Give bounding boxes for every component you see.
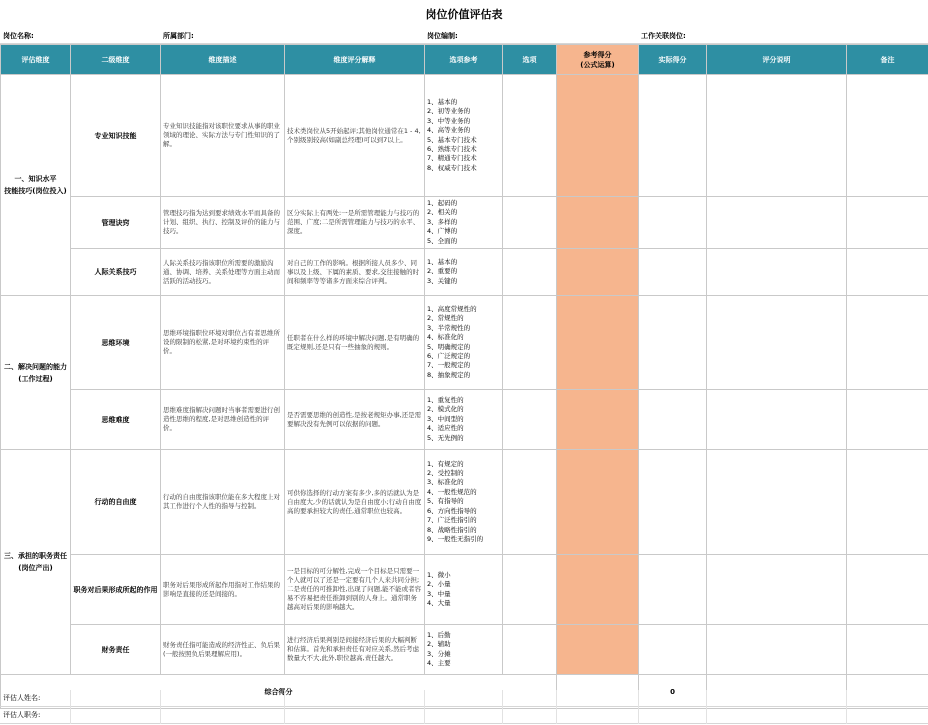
- option-ref-item: 2、模式化的: [427, 405, 464, 414]
- options-ref-cell: [425, 390, 503, 450]
- footer-evaluator-title: [0, 707, 928, 724]
- ref-score-cell: [557, 555, 639, 625]
- score-explanation-cell: 技术类岗位从5开始起评;其他岗位通常在1 - 4, 个别级别较高(如副总经理)可以到7以上。: [285, 75, 425, 197]
- table-row: [1, 249, 928, 296]
- option-ref-item: 6、熟练专门技术: [427, 144, 477, 153]
- option-ref-item: 7、精通专门技术: [427, 154, 477, 163]
- header-row: [1, 45, 928, 75]
- ref-score-cell: [557, 625, 639, 675]
- score-note-cell[interactable]: [707, 75, 847, 197]
- ref-score-cell: [557, 75, 639, 197]
- option-ref-item: 2、初等业务的: [427, 107, 471, 116]
- score-note-cell[interactable]: [707, 390, 847, 450]
- header-explain: 维度评分解释: [285, 45, 425, 75]
- option-ref-item: 8、战略性指引的: [427, 525, 477, 534]
- description-cell: 专业知识技能指对该职位要求从事的职业领域的理论、实际方法与专门性知识的了解。: [161, 75, 285, 197]
- remark-cell[interactable]: [847, 197, 928, 249]
- header-score-note: 评分说明: [707, 45, 847, 75]
- option-ref-item: 1、基本的: [427, 257, 458, 266]
- table-row: [1, 390, 928, 450]
- option-ref-item: 4、一般性规范的: [427, 487, 477, 496]
- position-name-cell[interactable]: 岗位名称:: [0, 28, 160, 44]
- actual-score-cell[interactable]: [639, 555, 707, 625]
- score-note-cell[interactable]: [707, 450, 847, 555]
- dim2-cell: 思维环境: [71, 296, 161, 390]
- info-row: [0, 28, 928, 44]
- option-cell[interactable]: [503, 390, 557, 450]
- remark-cell[interactable]: [847, 75, 928, 197]
- score-explanation-cell: 对自己的工作的影响。根据所接人员多少、同事以及上级、下属的素质、要求,交往接触的时间和频率等等诸多方面来综合评判。: [285, 249, 425, 296]
- actual-score-cell[interactable]: [639, 450, 707, 555]
- option-ref-item: 4、广博的: [427, 227, 458, 236]
- options-ref-cell: [425, 555, 503, 625]
- option-ref-item: 3、分摊: [427, 649, 451, 658]
- score-note-cell[interactable]: [707, 249, 847, 296]
- description-cell: 管理技巧指为达到要求绩效水平而具备的计划、组织、执行、控制及评价的能力与技巧。: [161, 197, 285, 249]
- evaluator-name-label[interactable]: 评估人姓名:: [3, 694, 41, 702]
- option-cell[interactable]: [503, 450, 557, 555]
- option-ref-item: 4、标准化的: [427, 333, 464, 342]
- option-ref-item: 5、有指导的: [427, 497, 464, 506]
- total-label: 综合得分: [1, 675, 557, 709]
- options-ref-cell: [425, 296, 503, 390]
- options-ref-cell: [425, 197, 503, 249]
- score-note-cell[interactable]: [707, 625, 847, 675]
- ref-score-cell: [557, 390, 639, 450]
- evaluator-title-label[interactable]: 评估人职务:: [3, 711, 41, 719]
- actual-score-cell[interactable]: [639, 390, 707, 450]
- evaluation-table: [0, 44, 928, 709]
- dim1-label: 三、承担的职务责任(岗位产出): [4, 552, 67, 572]
- ref-score-cell: [557, 197, 639, 249]
- header-remark: 备注: [847, 45, 928, 75]
- ref-score-cell: [557, 296, 639, 390]
- option-cell[interactable]: [503, 249, 557, 296]
- header-actual-score: 实际得分: [639, 45, 707, 75]
- options-ref-cell: [425, 249, 503, 296]
- option-ref-item: 3、标准化的: [427, 478, 464, 487]
- remark-cell[interactable]: [847, 625, 928, 675]
- option-ref-item: 8、抽象规定的: [427, 370, 471, 379]
- score-note-cell[interactable]: [707, 555, 847, 625]
- option-ref-item: 3、半常规性的: [427, 323, 471, 332]
- header-options-ref: 选项参考: [425, 45, 503, 75]
- option-ref-item: 4、大量: [427, 598, 451, 607]
- score-note-cell[interactable]: [707, 197, 847, 249]
- score-explanation-cell: 可供你选择的行动方案有多少,多的话就认为是自由度大,少的话就认为是自由度小;行动自由度高的要承担较大的责任,通常职位也较高。: [285, 450, 425, 555]
- description-cell: 行动的自由度指该职位能在多大程度上对其工作进行个人性的指导与控制。: [161, 450, 285, 555]
- option-cell[interactable]: [503, 75, 557, 197]
- header-option: 选项: [503, 45, 557, 75]
- score-explanation-cell: 一是目标的可分解性,完成一个目标是只需要一个人就可以了还是一定要有几个人来共同分担;二是责任的可推卸性,出现了问题,能不能或者容易不容易把责任推卸到别的人身上。通常职务越高对后果的影响越大。: [285, 555, 425, 625]
- ref-score-cell: [557, 450, 639, 555]
- dim2-cell: 职务对后果形成所起的作用: [71, 555, 161, 625]
- table-row: [1, 197, 928, 249]
- dim1-label: 一、知识水平 技能技巧(岗位投入): [4, 175, 67, 195]
- header-dim1: 评估维度: [1, 45, 71, 75]
- option-ref-item: 1、重复性的: [427, 395, 464, 404]
- option-ref-item: 1、基本的: [427, 97, 458, 106]
- option-ref-item: 1、起码的: [427, 198, 458, 207]
- total-value: 0: [639, 675, 707, 709]
- actual-score-cell[interactable]: [639, 296, 707, 390]
- option-ref-item: 1、后勤: [427, 630, 451, 639]
- option-ref-item: 7、广泛性指引的: [427, 516, 477, 525]
- dim1-label: 二、解决问题的能力(工作过程): [4, 362, 67, 383]
- dim2-cell: 管理诀窍: [71, 197, 161, 249]
- option-ref-item: 3、关键的: [427, 276, 458, 285]
- dim2-cell: 行动的自由度: [71, 450, 161, 555]
- table-row: [1, 555, 928, 625]
- remark-cell[interactable]: [847, 249, 928, 296]
- related-positions-cell[interactable]: 工作关联岗位:: [638, 28, 928, 44]
- option-ref-item: 3、中间型的: [427, 414, 464, 423]
- dim1-cell: [1, 450, 71, 675]
- dim2-cell: 专业知识技能: [71, 75, 161, 197]
- options-ref-cell: [425, 450, 503, 555]
- header-desc: 维度描述: [161, 45, 285, 75]
- option-ref-item: 2、辅助: [427, 640, 451, 649]
- header-dim2: 二级维度: [71, 45, 161, 75]
- table-row: [1, 296, 928, 390]
- actual-score-cell[interactable]: [639, 75, 707, 197]
- option-ref-item: 7、一般规定的: [427, 361, 471, 370]
- score-explanation-cell: 任职者在什么样的环境中解决问题,是有明确的既定规则,还是只有一些抽象的规则。: [285, 296, 425, 390]
- option-ref-item: 8、权威专门技术: [427, 163, 477, 172]
- option-ref-item: 2、小量: [427, 580, 451, 589]
- ref-score-cell: [557, 249, 639, 296]
- option-ref-item: 3、多样的: [427, 217, 458, 226]
- option-ref-item: 1、微小: [427, 570, 451, 579]
- option-ref-item: 4、主要: [427, 658, 451, 667]
- score-explanation-cell: 区分实际上有两处:一是所需管理能力与技巧的范围、广度;二是所需管理能力与技巧的水平、深度。: [285, 197, 425, 249]
- dim1-cell: [1, 296, 71, 450]
- option-ref-item: 2、相关的: [427, 208, 458, 217]
- option-ref-item: 2、受控制的: [427, 469, 464, 478]
- option-ref-item: 1、高度常规性的: [427, 304, 477, 313]
- option-ref-item: 5、明确规定的: [427, 342, 471, 351]
- options-ref-cell: [425, 625, 503, 675]
- headcount-cell[interactable]: 岗位编制:: [424, 28, 638, 44]
- option-cell[interactable]: [503, 555, 557, 625]
- option-ref-item: 4、高等业务的: [427, 126, 471, 135]
- actual-score-cell[interactable]: [639, 249, 707, 296]
- dim2-cell: 思维难度: [71, 390, 161, 450]
- option-ref-item: 3、中量: [427, 589, 451, 598]
- table-row: [1, 450, 928, 555]
- description-cell: 职务对后果形成所起作用指对工作结果的影响是直接的还是间接的。: [161, 555, 285, 625]
- table-row: [1, 75, 928, 197]
- option-cell[interactable]: [503, 296, 557, 390]
- table-row: [1, 625, 928, 675]
- remark-cell[interactable]: [847, 555, 928, 625]
- option-ref-item: 2、重要的: [427, 267, 458, 276]
- department-cell[interactable]: 所属部门:: [160, 28, 424, 44]
- score-explanation-cell: 是否需要思维的创造性,是按老规矩办事,还是需要解决没有先例可以依据的问题。: [285, 390, 425, 450]
- dim1-cell: [1, 75, 71, 296]
- remark-cell[interactable]: [847, 390, 928, 450]
- option-ref-item: 2、常规性的: [427, 314, 464, 323]
- description-cell: 财务责任指可能造成的经济性正、负后果(一般按照负后果理解应用)。: [161, 625, 285, 675]
- header-ref-score: 参考得分 (公式运算): [557, 45, 639, 75]
- option-ref-item: 6、广泛规定的: [427, 351, 471, 360]
- option-ref-item: 1、有规定的: [427, 459, 464, 468]
- option-ref-item: 5、无先例的: [427, 433, 464, 442]
- option-cell[interactable]: [503, 625, 557, 675]
- remark-cell[interactable]: [847, 296, 928, 390]
- option-ref-item: 6、方向性指导的: [427, 506, 477, 515]
- options-ref-cell: [425, 75, 503, 197]
- actual-score-cell[interactable]: [639, 197, 707, 249]
- dim2-cell: 财务责任: [71, 625, 161, 675]
- description-cell: 人际关系技巧指该职位所需要的激励沟通、协调、培养、关系处理等方面主动而活跃的活动技巧。: [161, 249, 285, 296]
- dim2-cell: 人际关系技巧: [71, 249, 161, 296]
- remark-cell[interactable]: [847, 450, 928, 555]
- option-ref-item: 9、一般性无指引的: [427, 534, 484, 543]
- sheet-title: 岗位价值评估表: [425, 8, 503, 21]
- description-cell: 思维环境指职位环境对职位占有者思维所设的限制的松紧,是对环境约束性的评价。: [161, 296, 285, 390]
- option-ref-item: 5、基本专门技术: [427, 135, 477, 144]
- footer-evaluator-name: [0, 690, 928, 707]
- option-ref-item: 4、适应性的: [427, 424, 464, 433]
- description-cell: 思维难度指解决问题时当事者需要进行创造性思维的程度,是对思维创造性的评价。: [161, 390, 285, 450]
- option-ref-item: 5、全面的: [427, 236, 458, 245]
- score-explanation-cell: 进行经济后果判别是间接经济后果的大幅判断和估算。首先和承担责任有对应关系,然后考虑数量大不大,此外,职位越高,责任越大。: [285, 625, 425, 675]
- option-ref-item: 3、中等业务的: [427, 116, 471, 125]
- option-cell[interactable]: [503, 197, 557, 249]
- actual-score-cell[interactable]: [639, 625, 707, 675]
- score-note-cell[interactable]: [707, 296, 847, 390]
